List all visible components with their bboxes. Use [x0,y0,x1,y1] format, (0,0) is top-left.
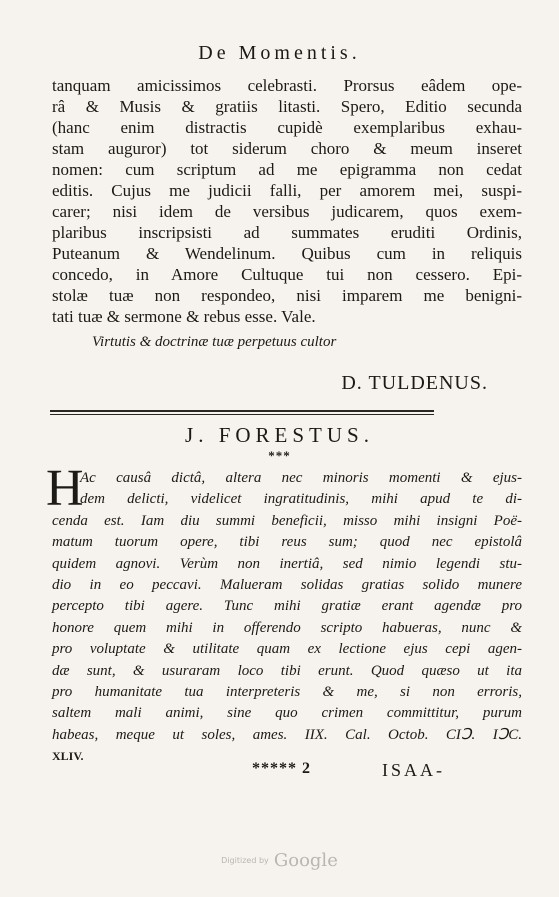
signature-mark: ***** 2 [252,760,311,777]
body-line: râ & Musis & gratiis litasti. Spero, Editio secunda [52,97,522,116]
digitization-watermark [0,850,559,871]
body-line: carer; nisi idem de versibus judicarem, quos exem- [52,202,522,221]
body-line: stolæ tuæ non respondeo, nisi imparem me benigni- [52,286,522,305]
body-line: nomen: cum scriptum ad me epigramma non cedat [52,160,522,179]
letter-line: pro voluptate & utilitate quam ex lectione ejus cepi agen- [52,641,522,658]
body-line: tati tuæ & sermone & rebus esse. Vale. [52,307,316,326]
letter-line: Ac causâ dictâ, altera nec minoris momenti & ejus- [80,470,522,486]
watermark-prefix: Digitized by [221,856,269,865]
ornament-asterisks: *** [268,448,291,463]
section-title: J. FORESTUS. [185,423,374,447]
body-line: (hanc enim distractis cupidè exemplaribus exhau- [52,118,522,137]
body-line: editis. Cujus me judicii falli, per amorem mei, suspi- [52,181,522,200]
letter-line: dio in eo peccavi. Malueram solidas gratias solido munere [52,576,522,593]
section-rule-thin [50,414,434,415]
letter-line: quidem agnovi. Verùm non inertiâ, sed nimio legendi stu- [52,555,522,572]
letter-line: habeas, meque ut soles, ames. IIX. Cal. Octob. CIↃ. IↃC. [52,726,522,743]
letter-line: dem delicti, videlicet ingratitudinis, mihi apud te di- [80,491,522,508]
body-line: Puteanum & Wendelinum. Quibus cum in reliquis [52,244,522,263]
running-head: De Momentis. [198,42,361,64]
letter-body-tuldenus [52,75,522,327]
body-line: concedo, in Amore Cultuque tui non cessero. Epi- [52,265,522,284]
letter-line: dæ sunt, & usuraram loco tibi erunt. Quod quæso ut ita [52,662,522,679]
watermark-brand: Google [273,850,338,871]
letter-line: percepto tibi agere. Tunc mihi gratiæ erant agendæ pro [52,598,522,615]
body-line: stam auguror) tot siderum choro & meum inseret [52,139,522,158]
body-line: tanquam amicissimos celebrasti. Prorsus eâdem ope- [52,76,522,95]
catchword: ISAA- [382,760,445,780]
letter-body-forestus [52,468,522,767]
letter-line: honore quem mihi in offerendo scripto habueras, nunc & [52,619,522,636]
letter-line: pro humanitate tua interpreteris & me, si non erroris, [52,683,522,700]
section-rule [50,410,434,412]
letter-line: saltem mali animi, sine quo crimen committitur, purum [52,705,522,722]
letter-line: matum tuorum opere, tibi reus sum; quod nec epistolâ [52,534,522,551]
letter-line: cenda est. Iam diu summi beneficii, misso mihi insigni Poë- [52,512,522,529]
author-signature: D. TULDENUS. [341,372,488,394]
drop-cap: H [46,460,84,517]
body-line: plaribus inscripsisti ad summates eruditi Ordinis, [52,223,522,242]
subscription-line: Virtutis & doctrinæ tuæ perpetuus cultor [92,334,337,350]
letter-line: XLIV. [52,749,84,764]
